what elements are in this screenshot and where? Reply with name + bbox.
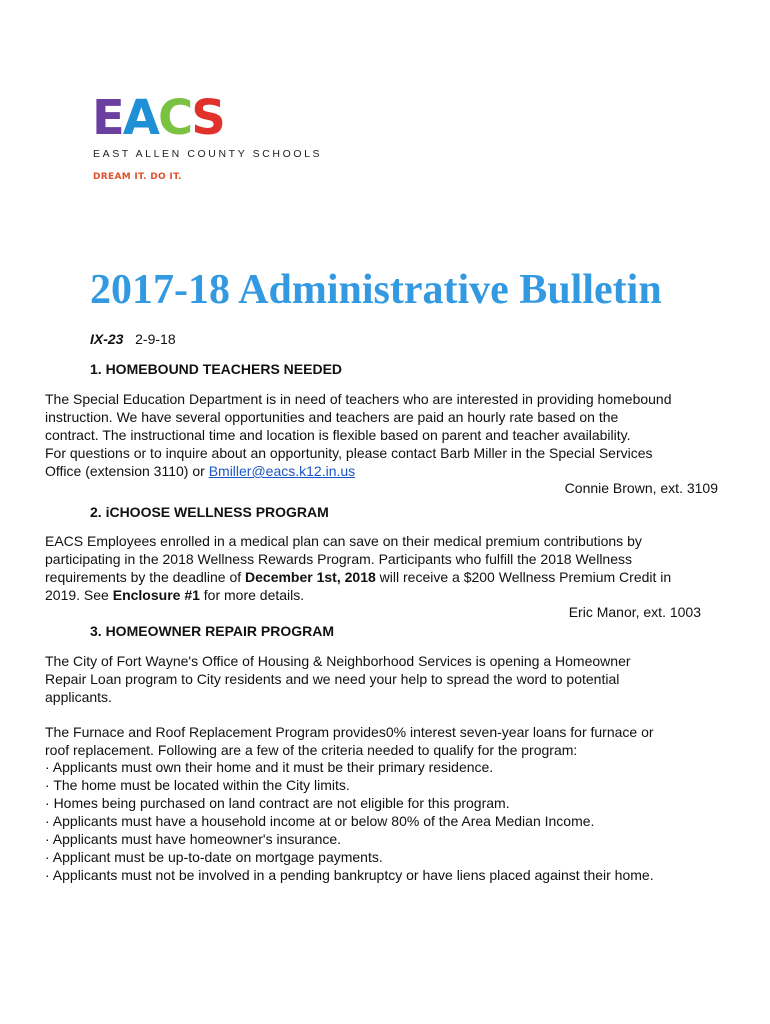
email-link[interactable]: Bmiller@eacs.k12.in.us (208, 463, 356, 479)
section-1-line (45, 462, 672, 480)
section-3-program (45, 723, 654, 759)
deadline-date: December 1st, 2018 (245, 569, 376, 585)
logo-letter-a: A (122, 90, 158, 146)
enclosure-ref: Enclosure #1 (112, 587, 200, 603)
section-2-text: 2019. See (45, 587, 113, 603)
section-1-line: For questions or to inquire about an opportunity, please contact Barb Miller in the Special Services (45, 445, 653, 461)
section-3-line: The Furnace and Roof Replacement Program provides0% interest seven-year loans for furnace or (45, 724, 654, 740)
section-1-line-prefix: Office (extension 3110) or (45, 463, 209, 479)
section-3-line: applicants. (45, 689, 112, 705)
section-2-body (45, 532, 671, 604)
section-1-contact: Connie Brown, ext. 3109 (564, 480, 718, 496)
list-item: · Applicants must have a household income at or below 80% of the Area Median Income. (45, 812, 654, 830)
section-1-line: instruction. We have several opportunities and teachers are paid an hourly rate based on the (45, 409, 619, 425)
section-2-text: requirements by the deadline of (45, 569, 246, 585)
section-2-text: for more details. (199, 587, 305, 603)
list-item: · Applicants must not be involved in a pending bankruptcy or have liens placed against their home. (45, 866, 654, 884)
section-3-line: Repair Loan program to City residents and we need your help to spread the word to potential (45, 671, 620, 687)
bulletin-title: 2017-18 Administrative Bulletin (90, 267, 662, 313)
section-3-line: The City of Fort Wayne's Office of Housing & Neighborhood Services is opening a Homeowner (45, 653, 631, 669)
section-2-text: will receive a $200 Wellness Premium Credit in (375, 569, 672, 585)
section-2-line (45, 568, 671, 586)
eacs-logo (92, 90, 224, 146)
logo-tagline: DREAM IT. DO IT. (93, 172, 182, 182)
logo-letter-s: S (191, 90, 224, 146)
list-item: · Applicant must be up-to-date on mortgage payments. (45, 848, 654, 866)
section-3-heading: 3. HOMEOWNER REPAIR PROGRAM (90, 623, 334, 639)
logo-mark (92, 90, 224, 146)
criteria-list (45, 758, 654, 884)
section-2-line (45, 586, 671, 604)
section-1-line: contract. The instructional time and location is flexible based on parent and teacher availability. (45, 427, 631, 443)
list-item: · Homes being purchased on land contract are not eligible for this program. (45, 794, 654, 812)
section-2-line: EACS Employees enrolled in a medical plan can save on their medical premium contributions by (45, 533, 642, 549)
section-1-line: The Special Education Department is in need of teachers who are interested in providing homebound (45, 391, 672, 407)
logo-subtitle: EAST ALLEN COUNTY SCHOOLS (93, 148, 323, 160)
logo-letter-c: C (157, 90, 192, 146)
section-2-line: participating in the 2018 Wellness Rewards Program. Participants who fulfill the 2018 Wellness (45, 551, 633, 567)
issue-line (90, 331, 176, 347)
section-3-line: roof replacement. Following are a few of the criteria needed to qualify for the program: (45, 742, 578, 758)
list-item: · Applicants must own their home and it must be their primary residence. (45, 758, 654, 776)
section-1-body (45, 390, 672, 480)
list-item: · The home must be located within the City limits. (45, 776, 654, 794)
issue-date: 2-9-18 (135, 331, 176, 347)
issue-code: IX-23 (90, 331, 124, 347)
section-3-intro (45, 652, 631, 706)
section-2-heading: 2. iCHOOSE WELLNESS PROGRAM (90, 504, 329, 520)
list-item: · Applicants must have homeowner's insurance. (45, 830, 654, 848)
section-2-contact: Eric Manor, ext. 1003 (568, 604, 701, 620)
section-1-heading: 1. HOMEBOUND TEACHERS NEEDED (90, 361, 343, 377)
logo-letter-e: E (92, 90, 123, 146)
